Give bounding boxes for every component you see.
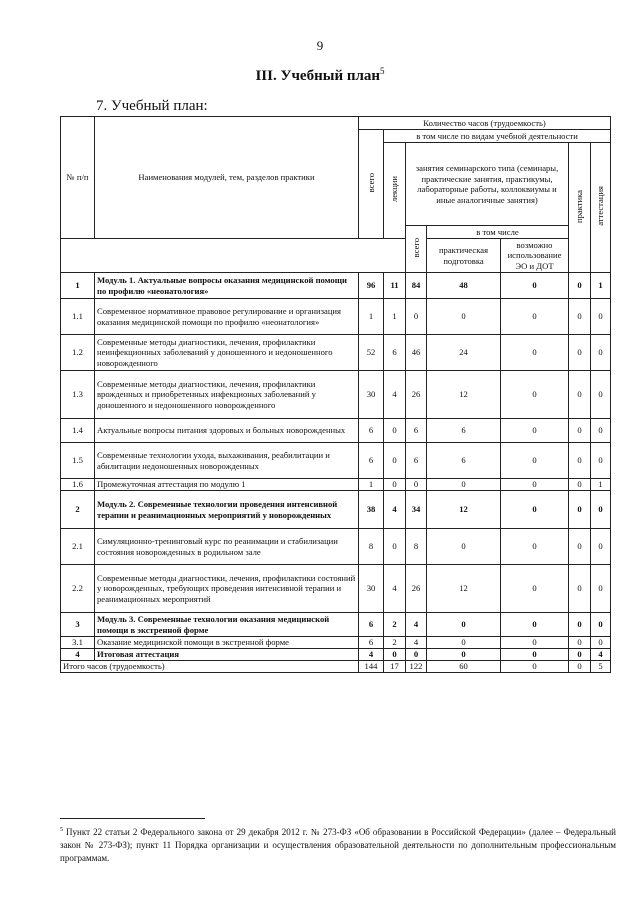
row-seminar: 4 (406, 637, 427, 649)
row-practical-training: 48 (427, 273, 501, 299)
row-practice: 0 (569, 529, 591, 565)
row-attestation: 0 (591, 335, 611, 371)
row-name: Современные методы диагностики, лечения, профилактики состояний у новорожденных, требующих проведения интенсивной терапии и реанимационных мероприятий (95, 565, 359, 613)
row-total: 30 (359, 565, 384, 613)
row-name: Современное нормативное правовое регулирование и организация оказания медицинской помощи по профилю «неонатология» (95, 299, 359, 335)
row-practice: 0 (569, 613, 591, 637)
row-attestation: 0 (591, 529, 611, 565)
row-seminar: 0 (406, 649, 427, 661)
row-attestation: 0 (591, 419, 611, 443)
row-lectures: 0 (384, 479, 406, 491)
header-total-text: всего (365, 173, 376, 193)
row-total: 6 (359, 419, 384, 443)
footnote (60, 824, 616, 865)
header-num: № п/п (61, 117, 95, 239)
row-seminar: 84 (406, 273, 427, 299)
table-row (61, 299, 611, 335)
row-name: Промежуточная аттестация по модулю 1 (95, 479, 359, 491)
row-practical-training: 6 (427, 443, 501, 479)
row-num: 4 (61, 649, 95, 661)
header-total (359, 130, 384, 239)
header-seminar-total-text: всего (410, 238, 421, 258)
row-name: Современные методы диагностики, лечения, профилактики врожденных и приобретенных инфекционых заболеваний у доношенного и недоношенного новорожденного (95, 371, 359, 419)
row-practice: 0 (569, 335, 591, 371)
row-name: Актуальные вопросы питания здоровых и больных новорожденных (95, 419, 359, 443)
row-seminar: 8 (406, 529, 427, 565)
row-attestation: 0 (591, 491, 611, 529)
row-practical-training: 0 (427, 299, 501, 335)
table-body (61, 273, 611, 661)
header-by-type: в том числе по видам учебной деятельности (384, 130, 611, 143)
row-lectures: 4 (384, 491, 406, 529)
row-lectures: 0 (384, 649, 406, 661)
header-hours: Количество часов (трудоемкость) (359, 117, 611, 130)
row-eo-dot: 0 (501, 273, 569, 299)
row-eo-dot: 0 (501, 529, 569, 565)
row-practical-training: 24 (427, 335, 501, 371)
row-seminar: 0 (406, 299, 427, 335)
row-total: 38 (359, 491, 384, 529)
row-num: 2.2 (61, 565, 95, 613)
row-total: 52 (359, 335, 384, 371)
totals-lectures: 17 (384, 661, 406, 673)
row-num: 1 (61, 273, 95, 299)
section-heading-text: III. Учебный план (255, 68, 381, 84)
row-total: 30 (359, 371, 384, 419)
row-attestation: 0 (591, 565, 611, 613)
table-row (61, 335, 611, 371)
row-practice: 0 (569, 637, 591, 649)
totals-seminar: 122 (406, 661, 427, 673)
totals-total: 144 (359, 661, 384, 673)
row-practical-training: 12 (427, 491, 501, 529)
row-total: 96 (359, 273, 384, 299)
header-seminar: занятия семинарского типа (семинары, практические занятия, практикумы, лабораторные работы, коллоквиумы и иные аналогичные занятия) (406, 143, 569, 226)
totals-row (61, 661, 611, 673)
row-practice: 0 (569, 419, 591, 443)
row-name: Модуль 2. Современные технологии проведения интенсивной терапии и реанимационных мероприятий у новорожденных (95, 491, 359, 529)
row-practical-training: 0 (427, 613, 501, 637)
table-row (61, 637, 611, 649)
header-attestation (591, 143, 611, 273)
row-attestation: 0 (591, 637, 611, 649)
row-num: 3.1 (61, 637, 95, 649)
table-row (61, 613, 611, 637)
row-attestation: 0 (591, 443, 611, 479)
row-seminar: 34 (406, 491, 427, 529)
row-practical-training: 0 (427, 637, 501, 649)
row-seminar: 46 (406, 335, 427, 371)
row-num: 2.1 (61, 529, 95, 565)
row-eo-dot: 0 (501, 371, 569, 419)
row-practical-training: 0 (427, 649, 501, 661)
table-row (61, 273, 611, 299)
row-lectures: 11 (384, 273, 406, 299)
row-total: 6 (359, 443, 384, 479)
row-total: 6 (359, 637, 384, 649)
row-practice: 0 (569, 299, 591, 335)
row-total: 8 (359, 529, 384, 565)
row-name: Модуль 1. Актуальные вопросы оказания медицинской помощи по профилю «неонатология» (95, 273, 359, 299)
header-practical-training: практическая подготовка (427, 239, 501, 273)
row-num: 1.1 (61, 299, 95, 335)
header-seminar-total (406, 226, 427, 273)
row-lectures: 2 (384, 613, 406, 637)
row-attestation: 0 (591, 371, 611, 419)
footnote-text: Пункт 22 статьи 2 Федерального закона от 29 декабря 2012 г. № 273-ФЗ «Об образовании в Российской Федерации» (далее – Федеральный закон № 273-ФЗ); пункт 11 Порядка организации и осуществления образовательной деятельности по дополнительным профессиональным программам. (60, 827, 616, 863)
row-practical-training: 0 (427, 479, 501, 491)
row-eo-dot: 0 (501, 335, 569, 371)
row-name: Итоговая аттестация (95, 649, 359, 661)
row-seminar: 6 (406, 419, 427, 443)
row-eo-dot: 0 (501, 299, 569, 335)
row-eo-dot: 0 (501, 491, 569, 529)
row-num: 3 (61, 613, 95, 637)
row-practice: 0 (569, 491, 591, 529)
row-lectures: 2 (384, 637, 406, 649)
row-eo-dot: 0 (501, 479, 569, 491)
header-eo-dot: возможно использование ЭО и ДОТ (501, 239, 569, 273)
table-row (61, 443, 611, 479)
row-name: Модуль 3. Современные технологии оказания медицинской помощи в экстренной форме (95, 613, 359, 637)
header-spacer (61, 239, 406, 273)
row-num: 1.4 (61, 419, 95, 443)
row-attestation: 0 (591, 613, 611, 637)
row-attestation: 4 (591, 649, 611, 661)
table-row (61, 565, 611, 613)
totals-eo-dot: 0 (501, 661, 569, 673)
row-attestation: 0 (591, 299, 611, 335)
row-total: 4 (359, 649, 384, 661)
row-lectures: 6 (384, 335, 406, 371)
row-num: 1.5 (61, 443, 95, 479)
header-name: Наименования модулей, тем, разделов практики (95, 117, 359, 239)
header-lectures-text: лекции (389, 176, 400, 203)
subheading: 7. Учебный план: (96, 98, 208, 114)
row-attestation: 1 (591, 479, 611, 491)
table-row (61, 649, 611, 661)
row-lectures: 4 (384, 565, 406, 613)
footnote-mark: 5 (60, 827, 63, 833)
header-including: в том числе (427, 226, 569, 239)
footnote-rule (60, 818, 205, 819)
row-lectures: 0 (384, 529, 406, 565)
row-name: Современные технологии ухода, выхаживания, реабилитации и абилитации недоношенных новорожденных (95, 443, 359, 479)
heading-footnote-mark: 5 (380, 66, 385, 76)
row-eo-dot: 0 (501, 419, 569, 443)
row-eo-dot: 0 (501, 565, 569, 613)
totals-label: Итого часов (трудоемкость) (61, 661, 359, 673)
row-practice: 0 (569, 273, 591, 299)
row-seminar: 0 (406, 479, 427, 491)
row-seminar: 4 (406, 613, 427, 637)
table-row (61, 491, 611, 529)
row-name: Симуляционно-тренинговый курс по реанимации и стабилизации состояния новорожденных в родильном зале (95, 529, 359, 565)
row-eo-dot: 0 (501, 443, 569, 479)
row-num: 1.2 (61, 335, 95, 371)
table-row (61, 479, 611, 491)
row-practice: 0 (569, 371, 591, 419)
header-practice-text: практика (574, 189, 585, 223)
row-lectures: 1 (384, 299, 406, 335)
table-row (61, 529, 611, 565)
header-practice (569, 143, 591, 273)
row-total: 1 (359, 479, 384, 491)
row-num: 1.6 (61, 479, 95, 491)
table-row (61, 419, 611, 443)
row-num: 1.3 (61, 371, 95, 419)
row-eo-dot: 0 (501, 649, 569, 661)
row-num: 2 (61, 491, 95, 529)
curriculum-table (60, 116, 611, 673)
row-total: 6 (359, 613, 384, 637)
row-seminar: 6 (406, 443, 427, 479)
page-number: 9 (316, 38, 324, 53)
row-total: 1 (359, 299, 384, 335)
row-attestation: 1 (591, 273, 611, 299)
totals-practical-training: 60 (427, 661, 501, 673)
totals-practice: 0 (569, 661, 591, 673)
row-practical-training: 12 (427, 565, 501, 613)
row-name: Современные методы диагностики, лечения, профилактики неинфекционных заболеваний у доношенного и недоношенного новорожденного (95, 335, 359, 371)
row-seminar: 26 (406, 371, 427, 419)
row-name: Оказание медицинской помощи в экстренной форме (95, 637, 359, 649)
header-lectures (384, 143, 406, 239)
row-seminar: 26 (406, 565, 427, 613)
row-lectures: 4 (384, 371, 406, 419)
totals-attestation: 5 (591, 661, 611, 673)
row-eo-dot: 0 (501, 637, 569, 649)
row-practice: 0 (569, 649, 591, 661)
row-lectures: 0 (384, 443, 406, 479)
row-practice: 0 (569, 443, 591, 479)
row-practical-training: 6 (427, 419, 501, 443)
row-practical-training: 0 (427, 529, 501, 565)
row-practice: 0 (569, 479, 591, 491)
section-heading (0, 66, 640, 85)
header-attestation-text: аттестация (595, 186, 606, 227)
row-eo-dot: 0 (501, 613, 569, 637)
table-row (61, 371, 611, 419)
table-header (61, 117, 611, 273)
row-practice: 0 (569, 565, 591, 613)
row-lectures: 0 (384, 419, 406, 443)
row-practical-training: 12 (427, 371, 501, 419)
